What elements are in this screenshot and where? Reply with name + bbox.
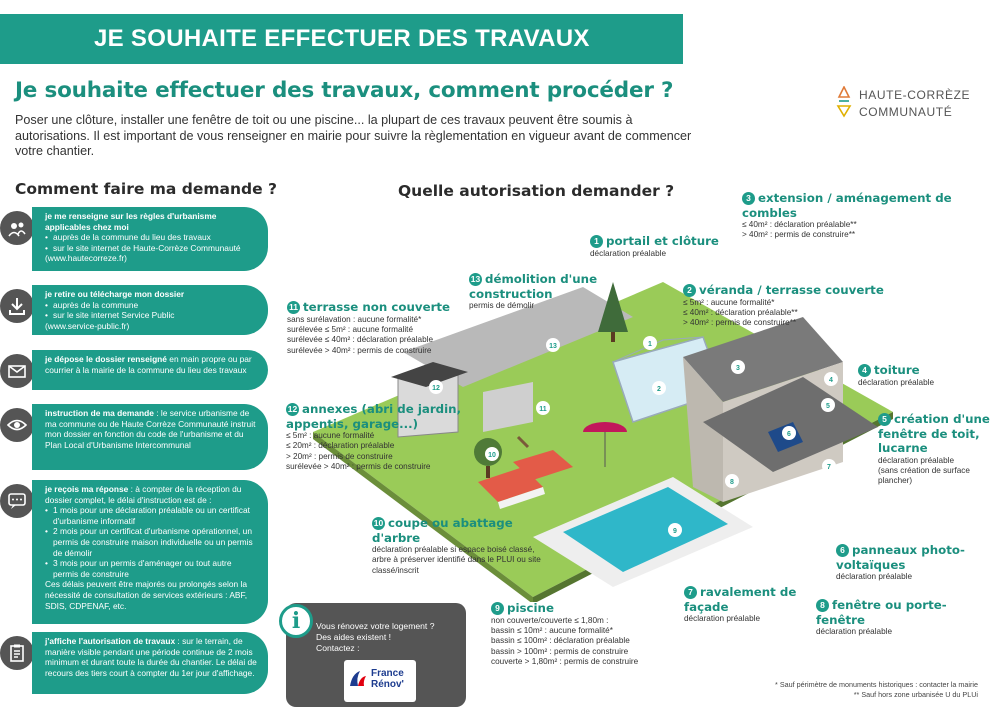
authorisation-rule: > 20m² : permis de construire	[286, 451, 393, 461]
step-2	[32, 285, 268, 335]
authorisation-rule: ≤ 40m² : déclaration préalable**	[683, 307, 798, 317]
authorisation-title	[590, 234, 740, 249]
step-title: je me renseigne sur les règles d'urbanisme applicables chez moi	[45, 211, 217, 232]
step-tail: (www.service-public.fr)	[45, 320, 130, 331]
authorisation-rule: couverte > 1,80m² : permis de construire	[491, 657, 639, 667]
item-number-badge: 10	[373, 518, 384, 528]
authorisation-title	[742, 191, 982, 220]
svg-text:11: 11	[539, 406, 547, 413]
step-tail: Ces délais peuvent être majorés ou prolongés selon la nécessité de consultation de services extérieurs : ABF, SDIS, CDPENAF, etc.	[45, 579, 248, 611]
logo-line-1: HAUTE-CORRÈZE	[859, 88, 971, 102]
authorisation-rule: déclaration préalable	[816, 627, 893, 636]
authorisation-title-text: fenêtre ou porte-fenêtre	[816, 598, 947, 627]
authorisation-rule: surélevée ≤ 5m² : aucune formalité	[287, 324, 413, 334]
logo-mark-icon	[835, 86, 853, 118]
svg-text:5: 5	[826, 403, 830, 410]
step-bullet: • auprès de la commune	[45, 300, 258, 311]
step-title: je retire ou télécharge mon dossier	[45, 289, 185, 299]
authorisation-rule: déclaration préalable	[858, 377, 935, 387]
authorisation-title-text: véranda / terrasse couverte	[699, 283, 884, 297]
authorisation-title	[287, 300, 487, 315]
authorisation-rule: surélevée > 40m² : permis de construire	[287, 345, 432, 355]
item-number-badge: 3	[742, 192, 755, 205]
info-icon: i	[279, 604, 313, 638]
footnote-2: ** Sauf hors zone urbanisée U du PLUi	[853, 689, 978, 699]
authorisation-rule: surélevée ≤ 40m² : déclaration préalable	[287, 335, 434, 345]
step-3	[32, 350, 268, 390]
svg-text:7: 7	[827, 464, 831, 471]
authorisation-rule: déclaration préalable si espace boisé classé, arbre à préserver identifié dans le PLUI ou site classé/inscrit	[372, 545, 541, 575]
item-number-badge: 11	[289, 302, 298, 312]
authorisation-rule: permis de démolir	[469, 301, 535, 310]
eye-icon	[0, 408, 34, 442]
authorisation-title-text: annexes (abri de jardin, appentis, garage...)	[286, 402, 462, 431]
aides-text	[316, 621, 461, 654]
step-bullet: • sur le site internet de Haute-Corrèze Communauté	[45, 243, 258, 254]
authorisation-item-11	[287, 300, 487, 356]
item-number-badge: 7	[684, 586, 697, 599]
page-title: Je souhaite effectuer des travaux, comment procéder ?	[15, 78, 674, 103]
svg-text:8: 8	[730, 479, 734, 486]
authorisation-title-text: toiture	[874, 363, 920, 377]
authorisation-rule: non couverte/couverte ≤ 1,80m :	[491, 615, 609, 625]
item-number-badge: 9	[491, 602, 504, 615]
svg-text:3: 3	[736, 365, 740, 372]
authorisation-item-10	[372, 516, 547, 576]
logo-line-2: COMMUNAUTÉ	[859, 105, 953, 119]
center-heading: Quelle autorisation demander ?	[398, 182, 675, 200]
aides-line-3: Contactez :	[316, 643, 360, 653]
step-bullet: • 3 mois pour un permis d'aménager ou tout autre permis de construire	[45, 558, 258, 579]
authorisation-title-text: coupe ou abattage d'arbre	[372, 516, 513, 545]
authorisation-title	[286, 402, 471, 431]
authorisation-title-text: terrasse non couverte	[303, 300, 451, 314]
step-5	[32, 480, 268, 624]
item-number-badge: 6	[836, 544, 849, 557]
svg-text:10: 10	[488, 452, 496, 459]
authorisation-title-text: panneaux photo-voltaïques	[836, 543, 965, 572]
svg-text:6: 6	[787, 431, 791, 438]
authorisation-title-text: extension / aménagement de combles	[742, 191, 952, 220]
clipboard-icon	[0, 636, 34, 670]
step-bullet: • 2 mois pour un certificat d'urbanisme opérationnel, un permis de construire maison individuelle ou un permis de démolir	[45, 526, 258, 558]
france-renov-label	[371, 668, 404, 690]
authorisation-item-7	[684, 585, 804, 624]
item-number-badge: 13	[470, 274, 481, 284]
authorisation-item-12	[286, 402, 471, 473]
step-title: je dépose le dossier renseigné	[45, 354, 167, 364]
svg-text:4: 4	[829, 377, 833, 384]
footnotes	[700, 680, 978, 699]
authorisation-item-8	[816, 598, 986, 637]
aides-line-2: Des aides existent !	[316, 632, 391, 642]
authorisation-rule: ≤ 20m² : déclaration préalable	[286, 441, 395, 451]
chat-icon	[0, 484, 34, 518]
authorisation-rule: bassin ≤ 10m² : aucune formalité*	[491, 625, 613, 635]
item-number-badge: 2	[683, 284, 696, 297]
authorisation-item-1	[590, 234, 740, 259]
authorisation-title-text: création d'une fenêtre de toit, lucarne	[878, 412, 990, 455]
authorisation-title-text: piscine	[507, 601, 554, 615]
step-6	[32, 632, 268, 694]
step-title: j'affiche l'autorisation de travaux	[45, 636, 176, 646]
download-icon	[0, 289, 34, 323]
authorisation-title	[683, 283, 893, 298]
authorisation-rule: ≤ 5m² : aucune formalité	[286, 431, 375, 440]
people-icon	[0, 211, 34, 245]
authorisation-title	[372, 516, 547, 545]
authorisation-rule: > 40m² : permis de construire**	[683, 318, 797, 328]
step-bullet: • 1 mois pour une déclaration préalable ou un certificat d'urbanisme informatif	[45, 505, 258, 526]
step-4	[32, 404, 268, 470]
authorisation-title-text: démolition d'une construction	[469, 272, 598, 301]
authorisation-title	[878, 412, 1002, 456]
authorisation-item-3	[742, 191, 982, 241]
item-number-badge: 8	[816, 599, 829, 612]
authorisation-title	[836, 543, 986, 572]
authorisation-item-6	[836, 543, 986, 582]
authorisation-rule: déclaration préalable	[590, 248, 667, 258]
svg-text:1: 1	[648, 341, 652, 348]
authorisation-item-9	[491, 601, 686, 668]
authorisation-rule: déclaration préalable	[878, 455, 955, 465]
step-1	[32, 207, 268, 271]
authorisation-item-13	[469, 272, 619, 311]
authorisation-title-text: ravalement de façade	[684, 585, 797, 614]
authorisation-title	[684, 585, 804, 614]
step-title: je reçois ma réponse	[45, 484, 129, 494]
envelope-icon	[0, 354, 34, 388]
step-text: : le service urbanisme de ma commune ou de Haute Corrèze Communauté instruit mon dossier en fonction du code de l'urbanisme et du Plan Local d'Urbanisme Intercommunal	[45, 408, 256, 450]
authorisation-rule: > 40m² : permis de construire**	[742, 230, 856, 240]
authorisation-item-4	[858, 363, 978, 388]
step-bullet: • auprès de la commune du lieu des travaux	[45, 232, 258, 243]
authorisation-item-2	[683, 283, 893, 329]
france-renov-brand-2: Rénov'	[371, 679, 404, 690]
svg-text:2: 2	[657, 386, 661, 393]
left-heading: Comment faire ma demande ?	[15, 180, 278, 198]
step-title: instruction de ma demande	[45, 408, 154, 418]
step-text: : à compter de la réception du dossier complet, le délai d'instruction est de :	[45, 484, 242, 505]
authorisation-rule: sans surélavation : aucune formalité*	[287, 314, 422, 324]
france-renov-brand-1: France	[371, 668, 404, 679]
footnote-1: * Sauf périmètre de monuments historiques : contacter la mairie	[775, 680, 978, 689]
authorisation-rule: bassin > 100m² : permis de construire	[491, 646, 629, 656]
authorisation-rule: (sans création de surface plancher)	[878, 465, 970, 486]
item-number-badge: 12	[287, 404, 298, 414]
authorisation-rule: déclaration préalable	[684, 614, 761, 623]
authorisation-rule: déclaration préalable	[836, 572, 913, 581]
step-text: en main propre ou par courrier à la mairie de la commune du lieu des travaux	[45, 354, 252, 375]
authorisation-item-5	[878, 412, 1002, 487]
authorisation-title-text: portail et clôture	[606, 234, 719, 248]
aides-line-1: Vous rénovez votre logement ?	[316, 621, 435, 631]
authorisation-rule: ≤ 40m² : déclaration préalable**	[742, 220, 857, 229]
item-number-badge: 5	[878, 413, 891, 426]
item-number-badge: 1	[590, 235, 603, 248]
item-number-badge: 4	[858, 364, 871, 377]
intro-text: Poser une clôture, installer une fenêtre de toit ou une piscine... la plupart de ces travaux peuvent être soumis à autorisations. Il est important de vous renseigner en mairie pour suivre la règlementation en vigueur avant de commencer votre chantier.	[15, 113, 692, 158]
svg-text:12: 12	[432, 385, 440, 392]
authorisation-title	[469, 272, 619, 301]
svg-text:13: 13	[549, 343, 557, 350]
authorisation-title	[491, 601, 686, 616]
authorisation-rule: surélevée > 40m² : permis de construire	[286, 462, 431, 472]
step-tail: (www.hautecorreze.fr)	[45, 253, 127, 264]
svg-text:9: 9	[673, 528, 677, 535]
haute-correze-logo	[835, 84, 980, 124]
authorisation-title	[816, 598, 986, 627]
authorisation-rule: bassin ≤ 100m² : déclaration préalable	[491, 636, 630, 646]
banner: JE SOUHAITE EFFECTUER DES TRAVAUX	[0, 14, 683, 64]
authorisation-rule: ≤ 5m² : aucune formalité*	[683, 297, 775, 307]
authorisation-title	[858, 363, 978, 378]
step-bullet: • sur le site internet Service Public	[45, 310, 258, 321]
france-renov-house-icon	[348, 668, 368, 688]
step-text: : sur le terrain, de manière visible pendant une période continue de 2 mois minimum et durant toute la durée du chantier. Le délai de recours des tiers court à compter du 1er jour d'affichage.	[45, 636, 257, 678]
